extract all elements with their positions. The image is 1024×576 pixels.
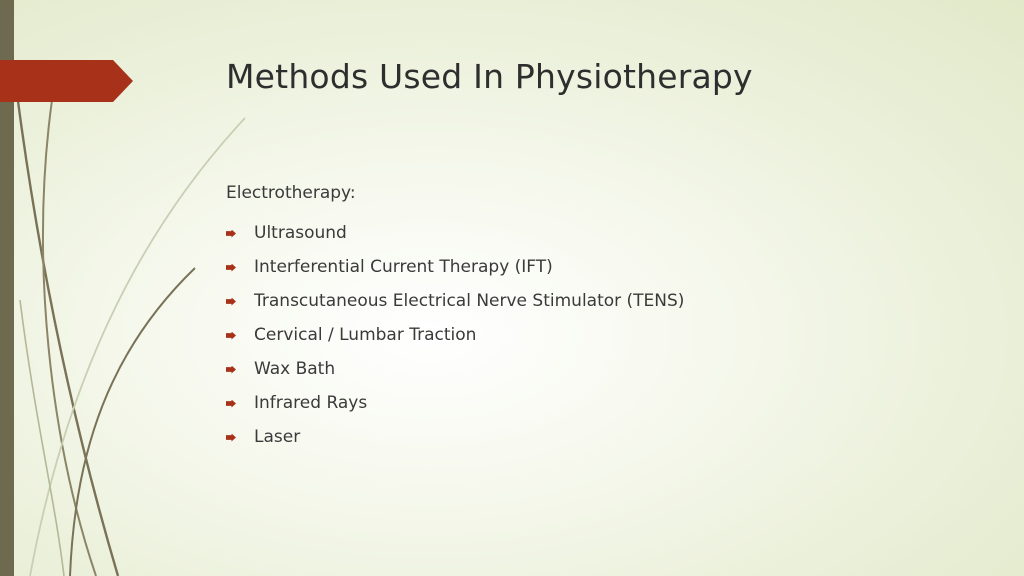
list-item	[226, 318, 684, 352]
list-item-label: Laser	[254, 427, 301, 447]
right-arrow-icon	[226, 264, 236, 272]
list-item-label: Ultrasound	[254, 223, 347, 243]
list-item-label: Transcutaneous Electrical Nerve Stimulator (TENS)	[254, 291, 685, 311]
list-item	[226, 250, 684, 284]
list-item	[226, 420, 684, 454]
right-arrow-icon	[226, 230, 236, 238]
list-item	[226, 386, 684, 420]
right-arrow-icon	[226, 400, 236, 408]
list-item-label: Infrared Rays	[254, 393, 368, 413]
slide-title: Methods Used In Physiotherapy	[226, 57, 753, 96]
section-heading: Electrotherapy:	[226, 183, 356, 203]
right-arrow-icon	[226, 366, 236, 374]
right-arrow-icon	[226, 332, 236, 340]
list-item-label: Cervical / Lumbar Traction	[254, 325, 477, 345]
list-item-label: Wax Bath	[254, 359, 336, 379]
right-arrow-icon	[226, 298, 236, 306]
list-item	[226, 216, 684, 250]
list-item	[226, 352, 684, 386]
bullet-list	[226, 216, 684, 454]
title-accent-arrow	[0, 60, 133, 102]
list-item	[226, 284, 684, 318]
list-item-label: Interferential Current Therapy (IFT)	[254, 257, 553, 277]
right-arrow-icon	[226, 434, 236, 442]
